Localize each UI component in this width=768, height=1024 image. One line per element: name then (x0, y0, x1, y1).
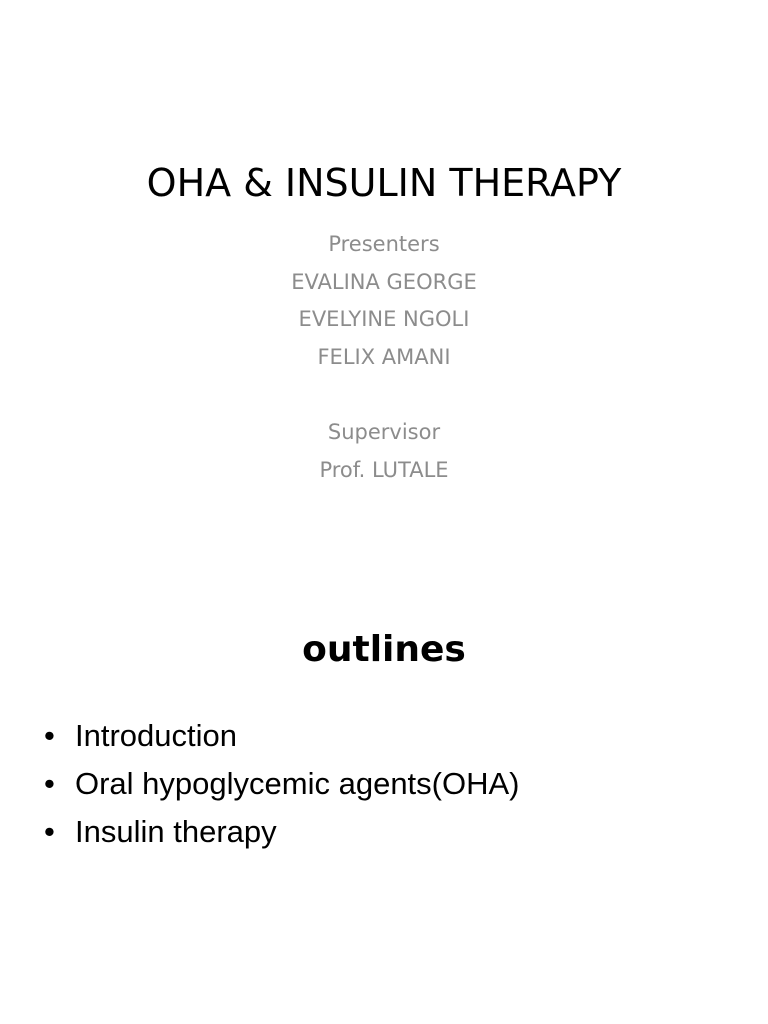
presenter-name: FELIX AMANI (317, 344, 451, 369)
supervisor-name: Prof. LUTALE (319, 457, 449, 482)
presenter-name: EVELYINE NGOLI (298, 307, 470, 332)
slide-title: OHA & INSULIN THERAPY (146, 161, 622, 205)
presenter-name: EVALINA GEORGE (291, 269, 477, 294)
supervisor-heading: Supervisor (327, 419, 441, 444)
outline-slide (0, 512, 768, 1024)
slide-title: outlines (302, 629, 466, 670)
presenters-heading: Presenters (328, 232, 440, 256)
list-item (44, 808, 520, 856)
bullet-icon: • (44, 814, 55, 849)
slide-subtitle (0, 226, 768, 489)
bullet-text: Introduction (75, 718, 237, 753)
bullet-icon: • (44, 766, 55, 801)
list-item (44, 712, 520, 760)
bullet-list (44, 712, 520, 856)
list-item (44, 760, 520, 808)
blank-line (0, 376, 768, 414)
bullet-icon: • (44, 718, 55, 753)
bullet-text: Insulin therapy (75, 814, 277, 849)
bullet-text: Oral hypoglycemic agents(OHA) (75, 766, 520, 801)
